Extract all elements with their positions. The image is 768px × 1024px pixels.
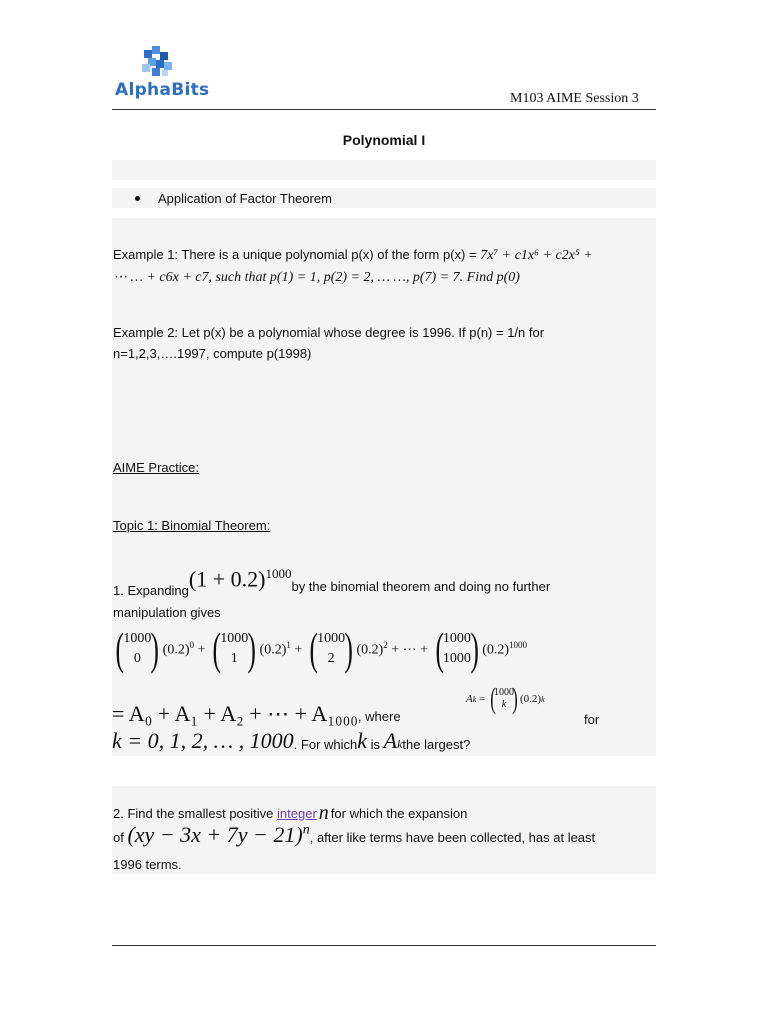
- term-separator: +: [290, 642, 306, 658]
- power-term: [356, 640, 431, 659]
- binom-stack: [317, 629, 345, 669]
- question-k: k: [357, 728, 368, 753]
- term-separator: + ⋯ +: [387, 642, 432, 658]
- logo-text: AlphaBits: [115, 80, 210, 100]
- binom-bottom: 0: [133, 651, 141, 666]
- alphabits-logo: [112, 44, 210, 102]
- problem1-line2: manipulation gives: [113, 605, 221, 620]
- binomial-sum: [112, 623, 528, 674]
- bullet-text: Application of Factor Theorem: [158, 191, 332, 206]
- problem1-prefix: 1. Expanding: [113, 583, 189, 598]
- power-base: (0.2): [259, 642, 287, 658]
- question-a: . For which: [293, 737, 358, 752]
- power-term: [260, 640, 306, 659]
- left-paren: (: [435, 623, 444, 674]
- binom-top: 1000: [442, 631, 471, 646]
- power-exp: 1000: [509, 639, 528, 650]
- problem2-line2: [113, 822, 595, 848]
- binom-bottom: 1000: [442, 651, 471, 666]
- binom-bottom: 2: [327, 651, 335, 666]
- problem1-expr-exp: 1000: [265, 565, 292, 581]
- ak-def-stack: [494, 687, 514, 711]
- binomial-coefficient: [209, 623, 260, 674]
- binom-stack: [443, 629, 471, 669]
- example1-line2: ⋯ … + c6x + c7, such that p(1) = 1, p(2) = 2, … …, p(7) = 7. Find p(0): [113, 270, 520, 285]
- ak-def-top: 1000: [494, 687, 515, 698]
- k-range-line: [112, 728, 470, 754]
- example2-line2: n=1,2,3,….1997, compute p(1998): [113, 346, 312, 361]
- binomial-coefficient: [112, 623, 163, 674]
- problem2-expr-base: (xy − 3x + 7y − 21): [127, 822, 303, 847]
- power-base: (0.2): [162, 642, 190, 658]
- power-exp: 1: [286, 639, 291, 650]
- problem2-n: n: [318, 802, 329, 824]
- problem1-expr: [189, 566, 292, 592]
- left-paren: (: [212, 623, 221, 674]
- topic1-heading: Topic 1: Binomial Theorem:: [113, 518, 271, 533]
- question-A: A: [383, 728, 398, 753]
- binomial-coefficient: [432, 623, 483, 674]
- problem2-line3: 1996 terms.: [113, 857, 182, 872]
- ak-def-pow: (0.2): [520, 693, 542, 705]
- question-b: is: [367, 737, 384, 752]
- binom-top: 1000: [123, 631, 152, 646]
- bullet-dot: [135, 196, 140, 201]
- right-paren: ): [512, 682, 518, 715]
- power-term: [482, 640, 527, 659]
- problem1-line1: [113, 566, 550, 600]
- power-exp: 2: [383, 639, 388, 650]
- equation-line: [112, 701, 401, 727]
- question-c: the largest?: [402, 737, 471, 752]
- footer-rule: [112, 945, 656, 946]
- example1-math-1: 7x⁷ + c1x⁶ + c2x⁵ +: [480, 248, 593, 263]
- problem2-prefix: 2. Find the smallest positive: [113, 806, 278, 821]
- binom-top: 1000: [220, 631, 249, 646]
- equation-sum: = A₀ + A₁ + A₂ + ⋯ + A₁₀₀₀: [112, 701, 358, 726]
- example1-line1: [113, 247, 593, 264]
- puzzle-logo-icon: [138, 44, 178, 80]
- binom-bottom: 1: [230, 651, 238, 666]
- where-text: , where: [357, 709, 401, 724]
- ak-definition: [466, 684, 545, 714]
- problem2-expr-exp: n: [302, 822, 310, 838]
- power-term: [163, 640, 209, 659]
- ak-def-bot: k: [501, 699, 507, 710]
- session-label: M103 AIME Session 3: [510, 91, 639, 106]
- power-base: (0.2): [356, 642, 384, 658]
- power-base: (0.2): [482, 642, 510, 658]
- aime-practice-heading: AIME Practice:: [113, 460, 199, 475]
- shade-band-1: [112, 160, 656, 180]
- ak-def-sub: k: [472, 694, 477, 704]
- left-paren: (: [490, 682, 496, 715]
- right-paren: ): [470, 623, 479, 674]
- problem1-suffix: by the binomial theorem and doing no further: [291, 579, 551, 594]
- right-paren: ): [247, 623, 257, 674]
- right-paren: ): [344, 623, 353, 674]
- problem2-of: of: [113, 830, 128, 845]
- binom-stack: [220, 629, 248, 669]
- shade-band-3: [112, 218, 656, 756]
- power-exp: 0: [189, 639, 194, 650]
- for-text: for: [584, 712, 600, 727]
- problem2-after-n: for which the expansion: [330, 806, 468, 821]
- ak-def-exp: k: [541, 694, 545, 704]
- binom-top: 1000: [317, 631, 346, 646]
- binomial-coefficient: [306, 623, 357, 674]
- ak-def-binom: [488, 684, 520, 714]
- integer-link[interactable]: integer: [277, 806, 317, 821]
- k-range: k = 0, 1, 2, … , 1000: [112, 728, 294, 753]
- problem2-line1: [113, 802, 468, 824]
- example2-line1: Example 2: Let p(x) be a polynomial whose degree is 1996. If p(n) = 1/n for: [113, 325, 545, 340]
- binom-stack: [123, 629, 151, 669]
- problem2-expr: [127, 822, 309, 848]
- left-paren: (: [115, 623, 124, 674]
- ak-def-eq: =: [476, 693, 489, 705]
- left-paren: (: [309, 623, 318, 674]
- header-rule: [112, 109, 656, 110]
- page-title: Polynomial I: [342, 132, 426, 148]
- problem1-expr-base: (1 + 0.2): [188, 566, 266, 591]
- question-Asub: k: [397, 737, 403, 751]
- right-paren: ): [150, 623, 160, 674]
- term-separator: +: [193, 642, 209, 658]
- ak-def-label: A: [466, 693, 473, 705]
- problem2-suffix: , after like terms have been collected, has at least: [309, 830, 596, 845]
- example1-text: Example 1: There is a unique polynomial p(x) of the form p(x) =: [113, 247, 481, 262]
